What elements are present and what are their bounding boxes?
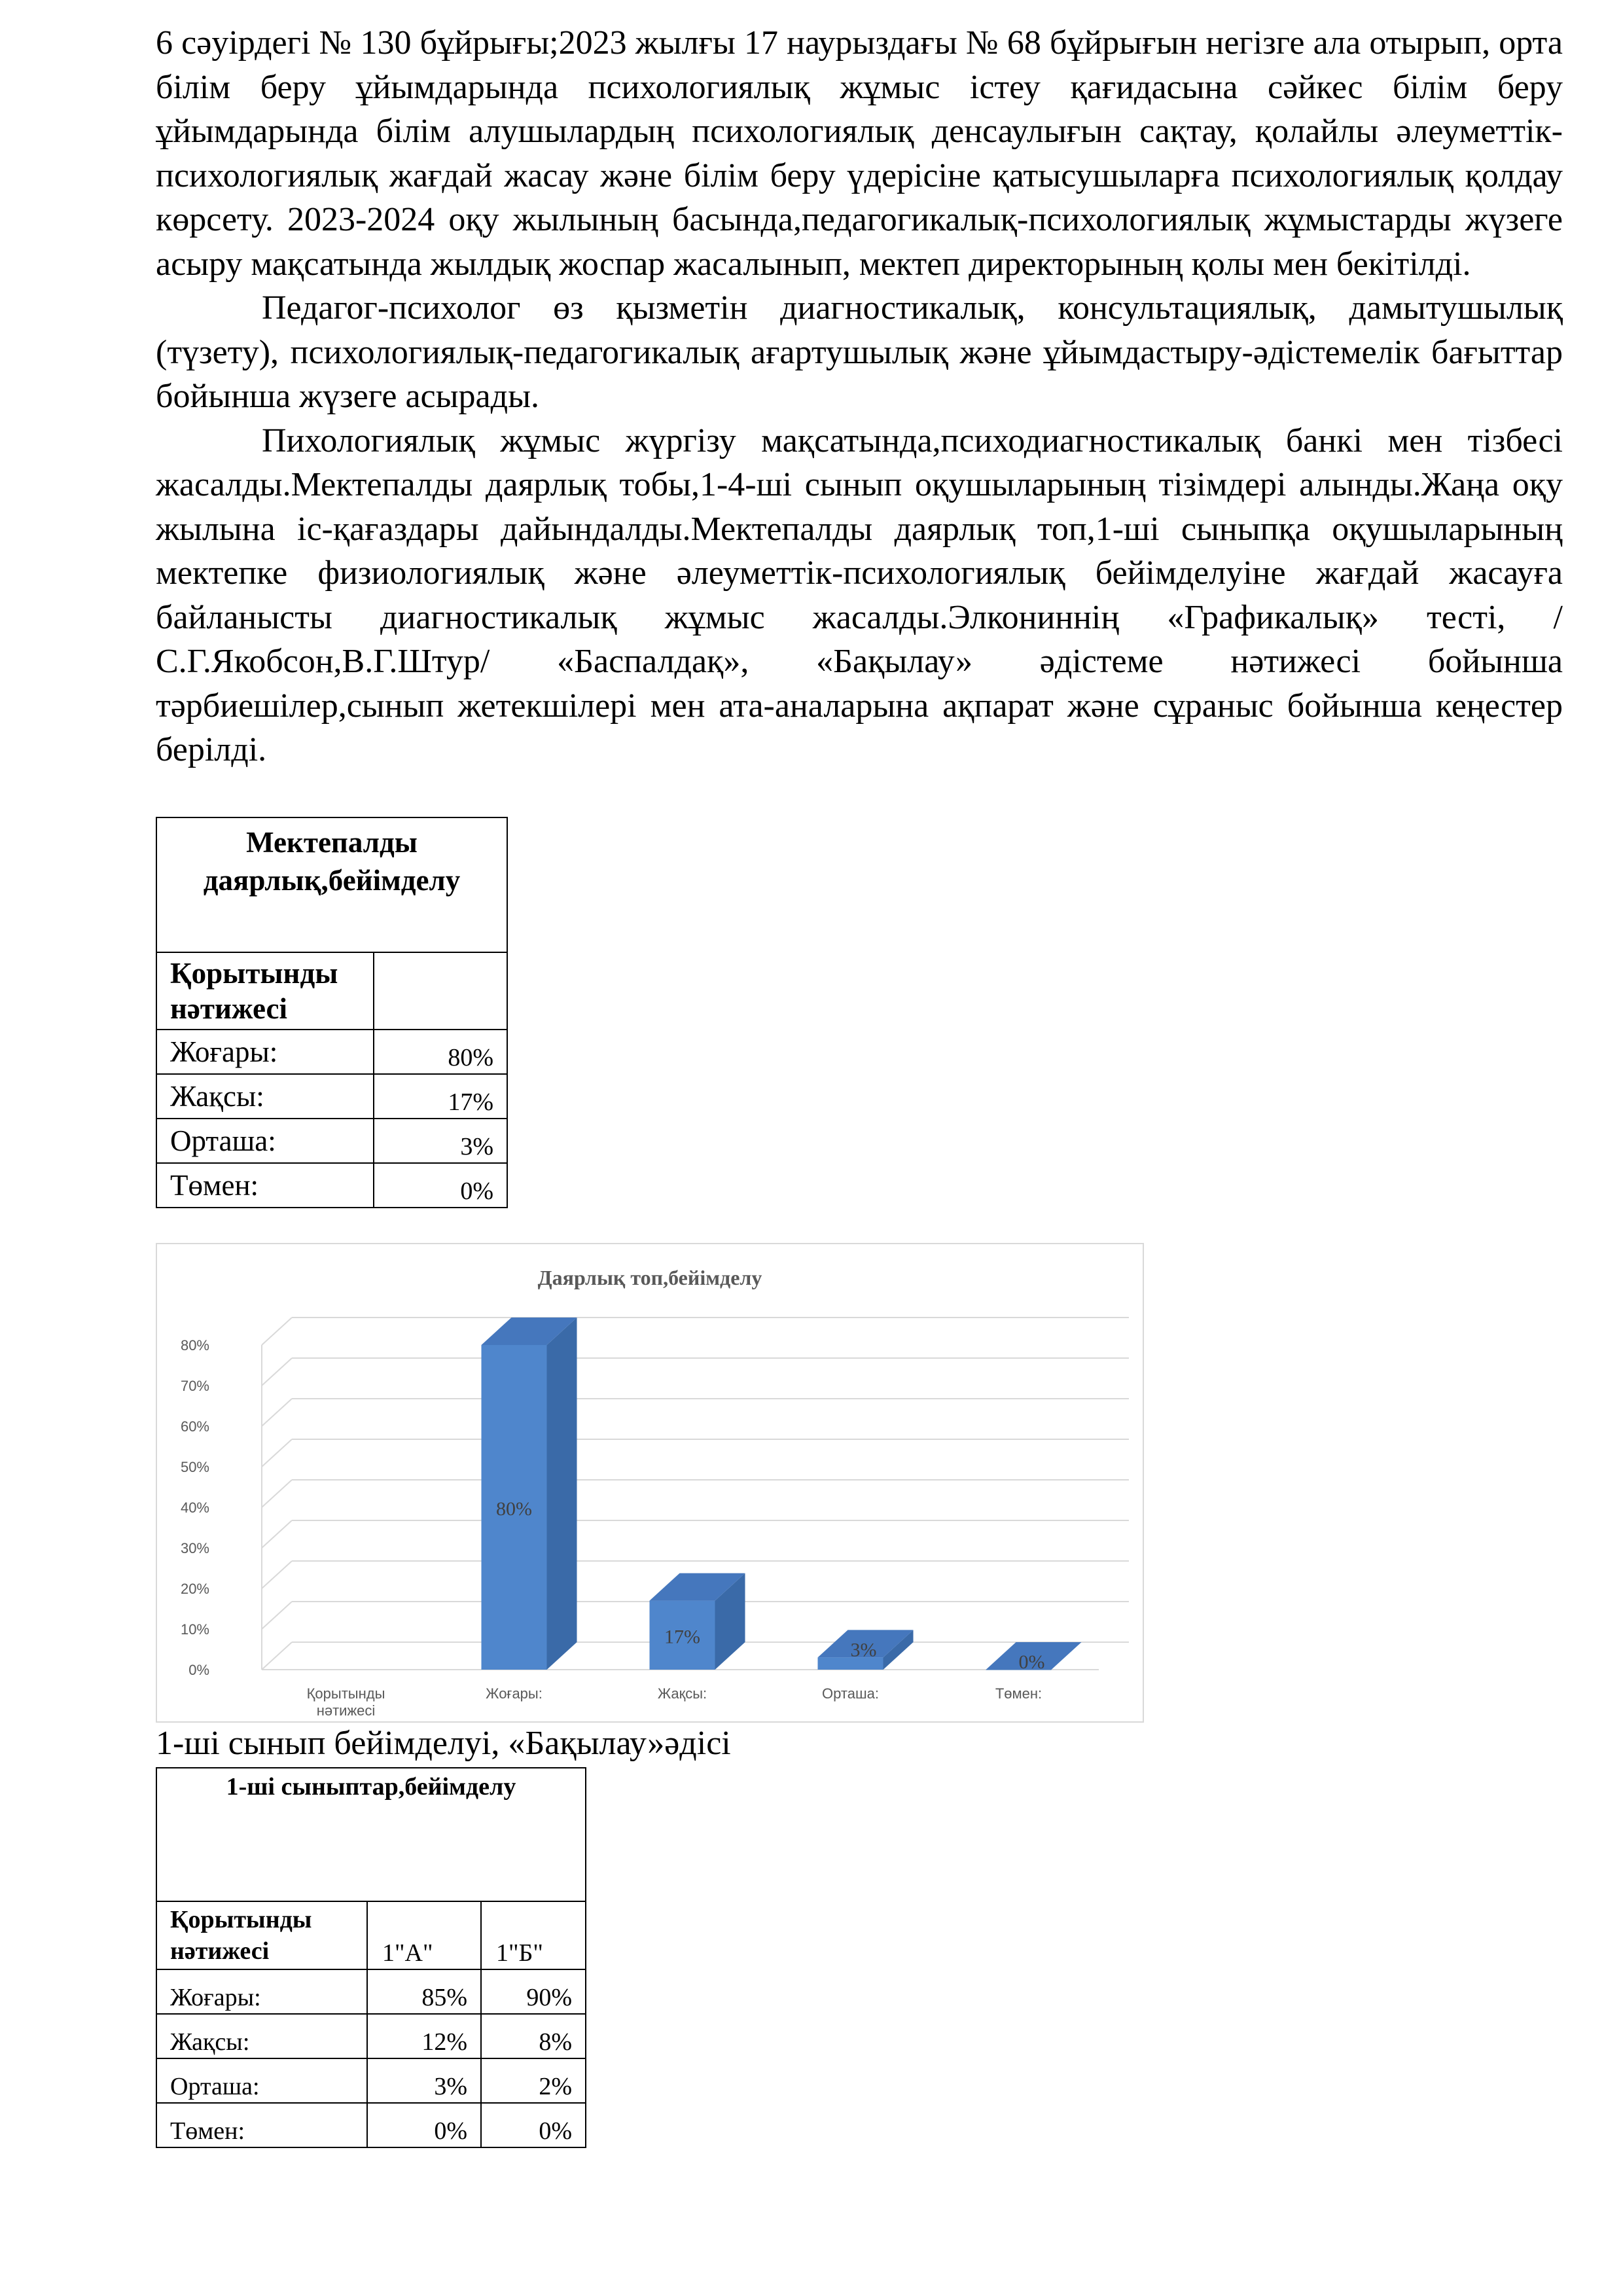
row-label: Жоғары: — [156, 1969, 367, 2014]
row-label: Жоғары: — [156, 1030, 374, 1074]
chart-axis-labels — [181, 1337, 1042, 1719]
gridline-diagonal — [262, 1480, 292, 1507]
body-text — [156, 21, 1563, 772]
table-header: Қорытынды нәтижесі — [156, 1901, 367, 1969]
first-grade-results-table — [156, 1767, 586, 2148]
y-tick-label: 50% — [180, 1459, 209, 1475]
row-value: 0% — [374, 1163, 507, 1208]
y-tick-label: 60% — [180, 1418, 209, 1435]
column-header-1a: 1"А" — [367, 1901, 481, 1969]
row-value-1a: 3% — [367, 2058, 481, 2103]
table-header-empty — [374, 952, 507, 1030]
row-value: 80% — [374, 1030, 507, 1074]
paragraph-3: Пихологиялық жұмыс жүргізу мақсатында,психодиагностикалық банкі мен тізбесі жасалды.Мектепалды даярлық тобы,1-4-ші сынып оқушыларының тізімдері алынды.Жаңа оқу жылына іс-қағаздары дайындалды.Мектепалды даярлық топ,1-ші сыныпқа оқушыларының мектепке физиологиялық және әлеуметтік-психологиялық бейімделуіне жағдай жасауға байланысты диагностикалық жұмыс жасалды.Элкониннің «Графикалық» тесті, /С.Г.Якобсон,В.Г.Штур/ «Баспалдақ», «Бақылау» әдістеме нәтижесі бойынша тәрбиешілер,сынып жетекшілері мен ата-аналарына ақпарат және сұраныс бойынша кеңестер берілді. — [156, 422, 1563, 768]
row-label: Төмен: — [156, 2103, 367, 2147]
table-title: Мектепалды даярлық,бейімделу — [156, 817, 507, 952]
data-label: 0% — [1018, 1651, 1045, 1673]
chart-data-labels — [496, 1498, 1045, 1673]
column-header-1b: 1"Б" — [481, 1901, 586, 1969]
x-tick-label: Қорытынды — [306, 1685, 385, 1702]
row-value-1b: 0% — [481, 2103, 586, 2147]
y-tick-label: 10% — [180, 1621, 209, 1638]
row-value-1a: 85% — [367, 1969, 481, 2014]
y-tick-label: 40% — [180, 1499, 209, 1516]
x-tick-label: Орташа: — [822, 1685, 879, 1702]
gridline-diagonal — [262, 1642, 292, 1670]
row-value-1b: 90% — [481, 1969, 586, 2014]
gridline-diagonal — [262, 1318, 292, 1345]
table-row — [156, 1074, 507, 1119]
table-row — [156, 1119, 507, 1163]
y-tick-label: 70% — [180, 1378, 209, 1394]
row-value-1b: 2% — [481, 2058, 586, 2103]
row-value-1a: 0% — [367, 2103, 481, 2147]
paragraph-2: Педагог-психолог өз қызметін диагностикалық, консультациялық, дамытушылық (түзету), психологиялық-педагогикалық ағартушылық және ұйымдастыру-әдістемелік бағыттар бойынша жүзеге асырады. — [156, 289, 1563, 415]
readiness-chart — [156, 1243, 1144, 1723]
chart-bars — [482, 1318, 1082, 1670]
gridline-diagonal — [262, 1399, 292, 1426]
y-tick-label: 20% — [180, 1581, 209, 1597]
data-label: 3% — [850, 1639, 877, 1661]
x-tick-label: Төмен: — [995, 1685, 1043, 1702]
table-row — [156, 2058, 586, 2103]
chart-title: Даярлық топ,бейімделу — [537, 1266, 762, 1289]
row-label: Жақсы: — [156, 1074, 374, 1119]
table-row — [156, 1030, 507, 1074]
gridline-diagonal — [262, 1439, 292, 1467]
bar-side — [547, 1318, 577, 1670]
table-row — [156, 1163, 507, 1208]
section-caption: 1-ші сынып бейімделуі, «Бақылау»әдісі — [156, 1725, 731, 1762]
x-tick-label: нәтижесі — [316, 1702, 376, 1719]
row-label: Төмен: — [156, 1163, 374, 1208]
gridline-diagonal — [262, 1520, 292, 1548]
x-tick-label: Жақсы: — [657, 1685, 707, 1702]
row-label: Жақсы: — [156, 2014, 367, 2058]
row-label: Орташа: — [156, 2058, 367, 2103]
y-tick-label: 30% — [180, 1540, 209, 1556]
x-tick-label: Жоғары: — [486, 1685, 543, 1702]
table-row — [156, 2103, 586, 2147]
row-value-1a: 12% — [367, 2014, 481, 2058]
table-row — [156, 2014, 586, 2058]
row-value-1b: 8% — [481, 2014, 586, 2058]
row-value: 3% — [374, 1119, 507, 1163]
table-row — [156, 1969, 586, 2014]
row-label: Орташа: — [156, 1119, 374, 1163]
data-label: 80% — [496, 1498, 532, 1520]
preschool-results-table — [156, 817, 508, 1208]
data-label: 17% — [664, 1626, 700, 1648]
y-tick-label: 0% — [188, 1662, 209, 1678]
gridline-diagonal — [262, 1602, 292, 1629]
chart-svg — [157, 1244, 1143, 1721]
y-tick-label: 80% — [180, 1337, 209, 1354]
table-title: 1-ші сыныптар,бейімделу — [156, 1768, 586, 1901]
table-header: Қорытынды нәтижесі — [156, 952, 374, 1030]
gridline-diagonal — [262, 1358, 292, 1386]
paragraph-1: 6 сәуірдегі № 130 бұйрығы;2023 жылғы 17 наурыздағы № 68 бұйрығын негізге ала отырып, орта білім беру ұйымдарында психологиялық жұмыс істеу қағидасына сәйкес білім беру ұйымдарында білім алушылардың психологиялық денсаулығын сақтау, қолайлы әлеуметтік-психологиялық жағдай жасау және білім беру үдерісіне қатысушыларға психологиялық қолдау көрсету. 2023-2024 оқу жылының басында,педагогикалық-психологиялық жұмыстарды жүзеге асыру мақсатында жылдық жоспар жасалынып, мектеп директорының қолы мен бекітілді. — [156, 24, 1563, 283]
gridline-diagonal — [262, 1561, 292, 1588]
row-value: 17% — [374, 1074, 507, 1119]
